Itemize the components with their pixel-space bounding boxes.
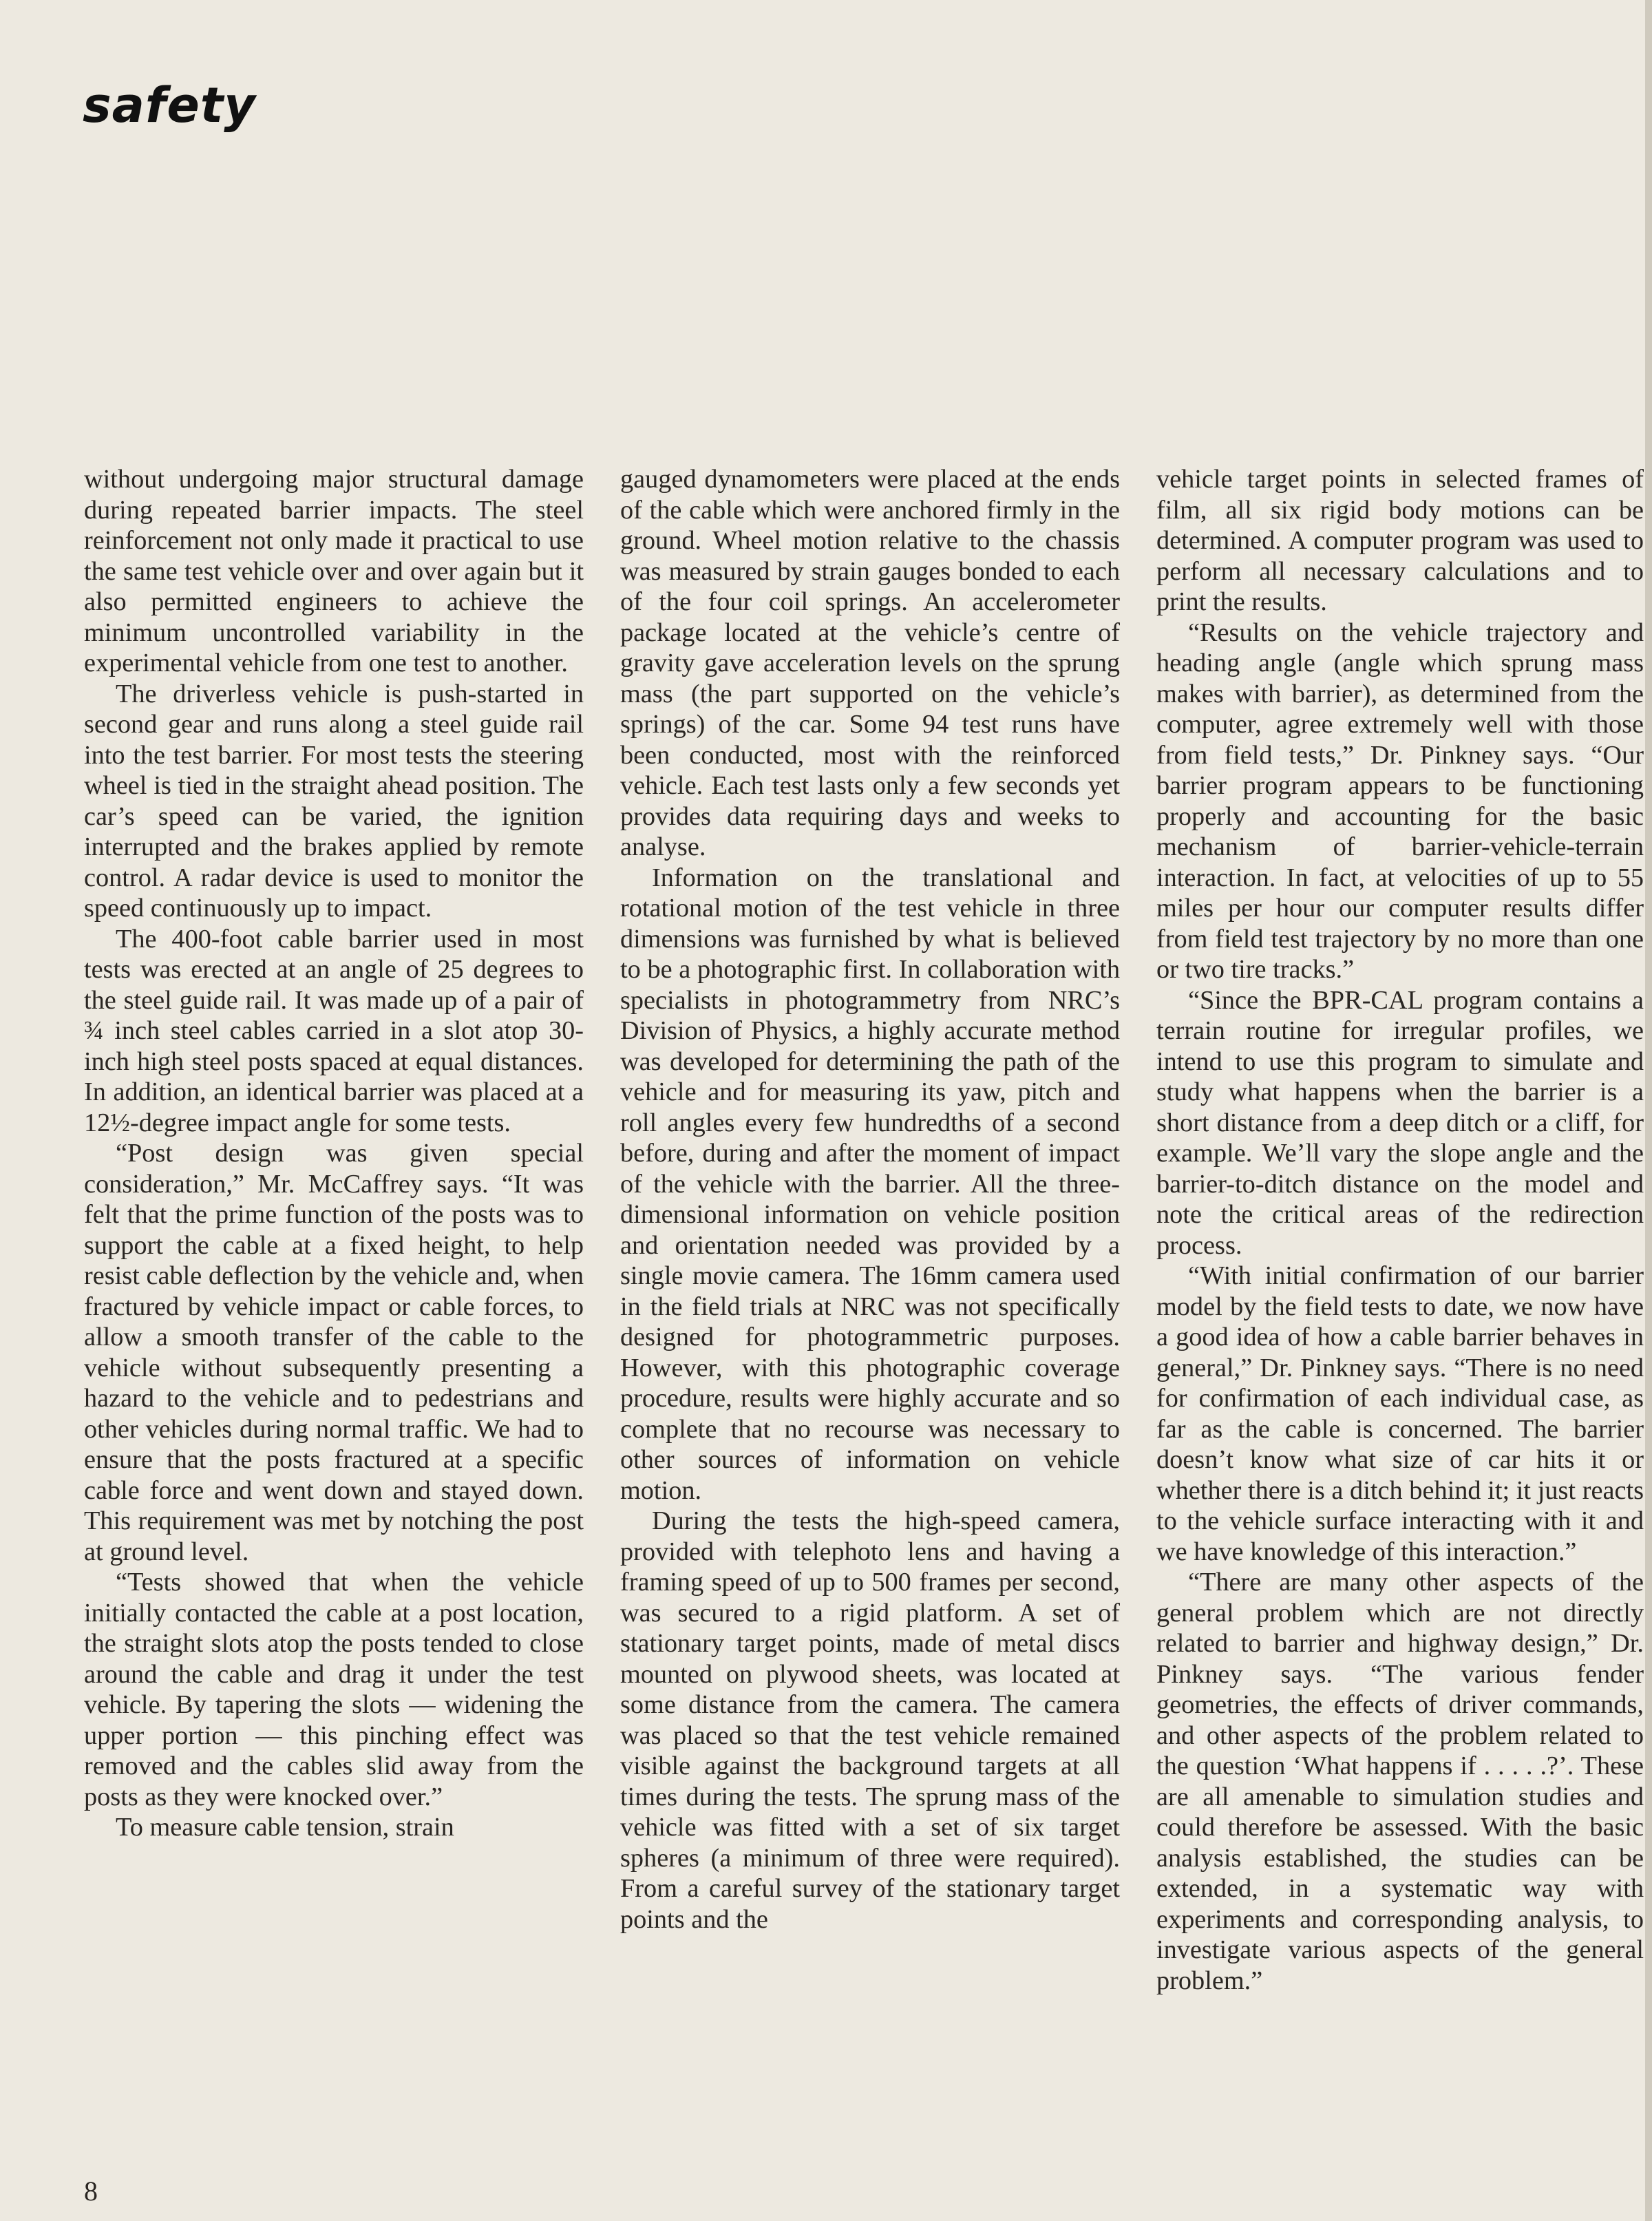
paragraph: “Tests showed that when the vehicle initially contacted the cable at a post location, the straight slots atop the posts tended to close around the cable and drag it under the test vehicle. By tapering the slots — widening the upper portion — this pinching effect was removed and the cables slid away from the posts as they were knocked over.” [84,1568,584,1811]
paragraph: The driverless vehicle is push-started in second gear and runs along a steel guide rail into the test barrier. For most tests the steering wheel is tied in the straight ahead position. The car’s speed can be varied, the ignition interrupted and the brakes applied by remote control. A radar device is used to monitor the speed continuously up to impact. [84,679,584,923]
text-column-1 [84,464,584,2158]
text-column-3 [1156,464,1644,2158]
section-title: safety [83,77,256,134]
paragraph: The 400-foot cable barrier used in most tests was erected at an angle of 25 degrees to the steel guide rail. It was made up of a pair of ¾ inch steel cables carried in a slot atop 30-inch high steel posts spaced at equal distances. In addition, an identical barrier was placed at a 12½-degree impact angle for some tests. [84,924,584,1137]
page-edge [1645,0,1652,2221]
paragraph: To measure cable tension, strain [116,1813,454,1842]
paragraph: “With initial confirmation of our barrier model by the field tests to date, we now have a good idea of how a cable barrier behaves in general,” Dr. Pinkney says. “There is no need for confirmation of each individual case, as far as the cable is concerned. The barrier doesn’t know what size of car hits it or whether there is a ditch behind it; it just reacts to the vehicle surface interacting with it and we have knowledge of this interaction.” [1156,1261,1644,1566]
paragraph: “Results on the vehicle trajectory and heading angle (angle which sprung mass makes with barrier), as determined from the computer, agree extremely well with those from field tests,” Dr. Pinkney says. “Our barrier program appears to be functioning properly and accounting for the basic mechanism of barrier-vehicle-terrain interaction. In fact, at velocities of up to 55 miles per hour our computer results differ from field test trajectory by no more than one or two tire tracks.” [1156,618,1644,984]
paragraph: without undergoing major structural damage during repeated barrier impacts. The steel reinforcement not only made it practical to use the same test vehicle over and over again but it also permitted engineers to achieve the minimum uncontrolled variability in the experimental vehicle from one test to another. [84,465,584,677]
paragraph: gauged dynamometers were placed at the ends of the cable which were anchored firmly in the ground. Wheel motion relative to the chassis was measured by strain gauges bonded to each of the four coil springs. An accelerometer package located at the vehicle’s centre of gravity gave acceleration levels on the sprung mass (the part supported on the vehicle’s springs) of the car. Some 94 test runs have been conducted, most with the reinforced vehicle. Each test lasts only a few seconds yet provides data requiring days and weeks to analyse. [620,465,1120,861]
paragraph: During the tests the high-speed camera, provided with telephoto lens and having a framing speed of up to 500 frames per second, was secured to a rigid platform. A set of stationary target points, made of metal discs mounted on plywood sheets, was located at some distance from the camera. The camera was placed so that the test vehicle remained visible against the background targets at all times during the tests. The sprung mass of the vehicle was fitted with a set of six target spheres (a minimum of three were required). From a careful survey of the stationary target points and the [620,1506,1120,1934]
paragraph: “There are many other aspects of the general problem which are not directly related to barrier and highway design,” Dr. Pinkney says. “The various fender geometries, the effects of driver commands, and other aspects of the problem related to the question ‘What happens if . . . . .?’. These are all amenable to simulation studies and could therefore be assessed. With the basic analysis established, the studies can be extended, in a systematic way with experiments and corresponding analysis, to investigate various aspects of the general problem.” [1156,1568,1644,1995]
paragraph: vehicle target points in selected frames of film, all six rigid body motions can be determined. A computer program was used to perform all necessary calculations and to print the results. [1156,465,1644,616]
text-column-2 [620,464,1120,2158]
paragraph: Information on the translational and rotational motion of the test vehicle in three dimensions was furnished by what is believed to be a photographic first. In collaboration with specialists in photogrammetry from NRC’s Division of Physics, a highly accurate method was developed for determining the path of the vehicle and for measuring its yaw, pitch and roll angles every few hundredths of a second before, during and after the moment of impact of the vehicle with the barrier. All the three-dimensional information on vehicle position and orientation needed was provided by a single movie camera. The 16mm camera used in the field trials at NRC was not specifically designed for photogrammetric purposes. However, with this photographic coverage procedure, results were highly accurate and so complete that no recourse was necessary to other sources of information on vehicle motion. [620,863,1120,1505]
page-number: 8 [84,2176,98,2207]
paragraph: “Post design was given special consideration,” Mr. McCaffrey says. “It was felt that the prime function of the posts was to support the cable at a fixed height, to help resist cable deflection by the vehicle and, when fractured by vehicle impact or cable forces, to allow a smooth transfer of the cable to the vehicle without subsequently presenting a hazard to the vehicle and to pedestrians and other vehicles during normal traffic. We had to ensure that the posts fractured at a specific cable force and went down and stayed down. This requirement was met by notching the post at ground level. [84,1139,584,1566]
paragraph: “Since the BPR-CAL program contains a terrain routine for irregular profiles, we intend to use this program to simulate and study what happens when the barrier is a short distance from a deep ditch or a cliff, for example. We’ll vary the slope angle and the barrier-to-ditch distance on the model and note the critical areas of the redirection process. [1156,985,1644,1260]
